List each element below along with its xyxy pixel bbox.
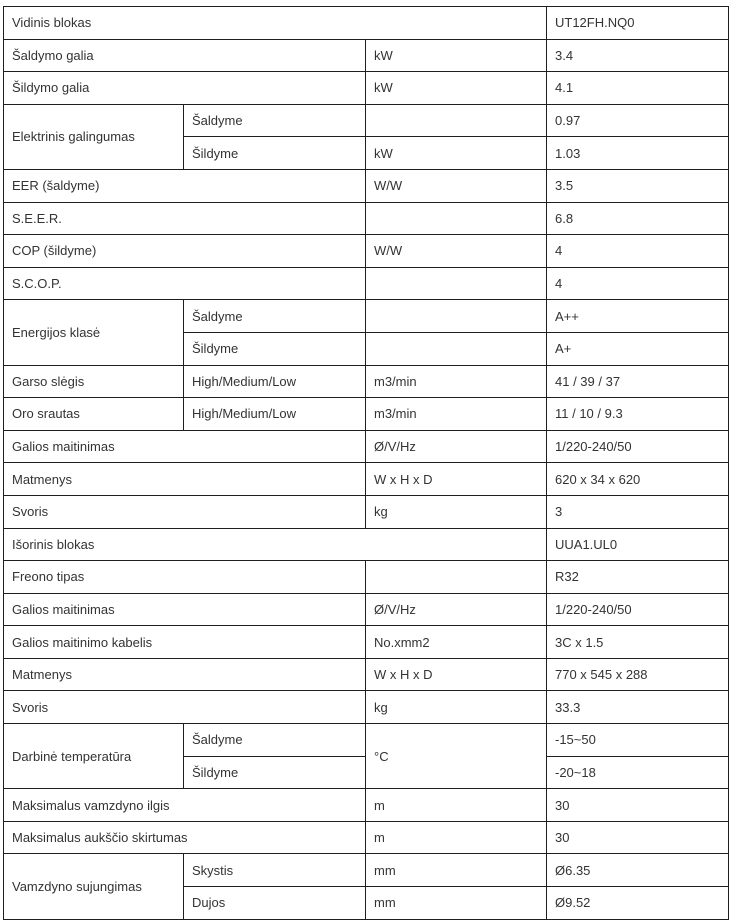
row-value: A++	[547, 300, 729, 333]
row-value: 3	[547, 495, 729, 528]
row-value: UT12FH.NQ0	[547, 7, 729, 40]
row-label: Oro srautas	[4, 398, 184, 431]
table-row	[4, 267, 729, 300]
row-label: Šildymo galia	[4, 72, 366, 105]
row-value: 30	[547, 821, 729, 854]
table-row	[4, 821, 729, 854]
table-row	[4, 528, 729, 561]
row-unit: mm	[366, 854, 547, 887]
row-unit: Ø/V/Hz	[366, 430, 547, 463]
row-value: 3.4	[547, 39, 729, 72]
row-value: 4.1	[547, 72, 729, 105]
row-label: Energijos klasė	[4, 300, 184, 365]
row-unit: No.xmm2	[366, 626, 547, 659]
row-label: Svoris	[4, 691, 366, 724]
row-value: 1/220-240/50	[547, 430, 729, 463]
table-row	[4, 561, 729, 594]
row-unit	[366, 104, 547, 137]
table-row	[4, 463, 729, 496]
row-value: Ø6.35	[547, 854, 729, 887]
table-row	[4, 430, 729, 463]
row-value: 1/220-240/50	[547, 593, 729, 626]
row-unit: W/W	[366, 235, 547, 268]
row-label: Maksimalus aukščio skirtumas	[4, 821, 366, 854]
row-unit: kg	[366, 691, 547, 724]
table-row	[4, 72, 729, 105]
row-sublabel: Šildyme	[184, 332, 366, 365]
row-value: 0.97	[547, 104, 729, 137]
table-row	[4, 854, 729, 887]
row-unit	[366, 561, 547, 594]
table-row	[4, 104, 729, 137]
row-sublabel: High/Medium/Low	[184, 398, 366, 431]
row-unit: W/W	[366, 169, 547, 202]
row-value: 33.3	[547, 691, 729, 724]
row-label: Galios maitinimo kabelis	[4, 626, 366, 659]
table-row	[4, 39, 729, 72]
table-row	[4, 202, 729, 235]
row-sublabel: Dujos	[184, 887, 366, 920]
row-label: Darbinė temperatūra	[4, 724, 184, 789]
row-sublabel: Šaldyme	[184, 300, 366, 333]
row-label: Vamzdyno sujungimas	[4, 854, 184, 919]
row-value: 1.03	[547, 137, 729, 170]
row-label: Svoris	[4, 495, 366, 528]
row-unit: °C	[366, 724, 547, 789]
row-unit	[366, 202, 547, 235]
row-label: Išorinis blokas	[4, 528, 547, 561]
row-value: 770 x 545 x 288	[547, 658, 729, 691]
row-label: Galios maitinimas	[4, 593, 366, 626]
row-unit	[366, 267, 547, 300]
row-unit: m	[366, 821, 547, 854]
row-label: Maksimalus vamzdyno ilgis	[4, 789, 366, 822]
table-row	[4, 789, 729, 822]
row-sublabel: High/Medium/Low	[184, 365, 366, 398]
row-label: COP (šildyme)	[4, 235, 366, 268]
row-sublabel: Šildyme	[184, 756, 366, 789]
row-unit: kW	[366, 137, 547, 170]
row-value: -15~50	[547, 724, 729, 757]
row-label: Freono tipas	[4, 561, 366, 594]
row-label: Galios maitinimas	[4, 430, 366, 463]
row-label: Matmenys	[4, 463, 366, 496]
row-label: Elektrinis galingumas	[4, 104, 184, 169]
row-unit	[366, 300, 547, 333]
row-unit: mm	[366, 887, 547, 920]
row-sublabel: Šaldyme	[184, 724, 366, 757]
row-unit: W x H x D	[366, 463, 547, 496]
row-unit	[366, 332, 547, 365]
row-unit: Ø/V/Hz	[366, 593, 547, 626]
row-label: EER (šaldyme)	[4, 169, 366, 202]
row-unit: m3/min	[366, 398, 547, 431]
row-value: 4	[547, 235, 729, 268]
row-sublabel: Šaldyme	[184, 104, 366, 137]
row-label: Vidinis blokas	[4, 7, 547, 40]
row-value: 3C x 1.5	[547, 626, 729, 659]
row-value: UUA1.UL0	[547, 528, 729, 561]
row-value: 6.8	[547, 202, 729, 235]
row-value: 11 / 10 / 9.3	[547, 398, 729, 431]
row-label: Šaldymo galia	[4, 39, 366, 72]
row-label: Matmenys	[4, 658, 366, 691]
row-value: 30	[547, 789, 729, 822]
table-row	[4, 7, 729, 40]
table-row	[4, 365, 729, 398]
table-row	[4, 169, 729, 202]
row-value: 620 x 34 x 620	[547, 463, 729, 496]
row-value: 3.5	[547, 169, 729, 202]
row-value: 41 / 39 / 37	[547, 365, 729, 398]
table-row	[4, 691, 729, 724]
row-unit: kg	[366, 495, 547, 528]
row-label: S.E.E.R.	[4, 202, 366, 235]
table-row	[4, 235, 729, 268]
table-row	[4, 495, 729, 528]
table-row	[4, 398, 729, 431]
row-value: Ø9.52	[547, 887, 729, 920]
row-sublabel: Šildyme	[184, 137, 366, 170]
row-label: Garso slėgis	[4, 365, 184, 398]
spec-table	[3, 6, 729, 920]
table-row	[4, 300, 729, 333]
row-value: -20~18	[547, 756, 729, 789]
table-row	[4, 724, 729, 757]
row-value: 4	[547, 267, 729, 300]
table-row	[4, 626, 729, 659]
row-unit: m	[366, 789, 547, 822]
row-label: S.C.O.P.	[4, 267, 366, 300]
table-row	[4, 593, 729, 626]
row-unit: kW	[366, 72, 547, 105]
row-unit: kW	[366, 39, 547, 72]
row-sublabel: Skystis	[184, 854, 366, 887]
table-row	[4, 658, 729, 691]
row-unit: W x H x D	[366, 658, 547, 691]
row-value: R32	[547, 561, 729, 594]
row-value: A+	[547, 332, 729, 365]
row-unit: m3/min	[366, 365, 547, 398]
